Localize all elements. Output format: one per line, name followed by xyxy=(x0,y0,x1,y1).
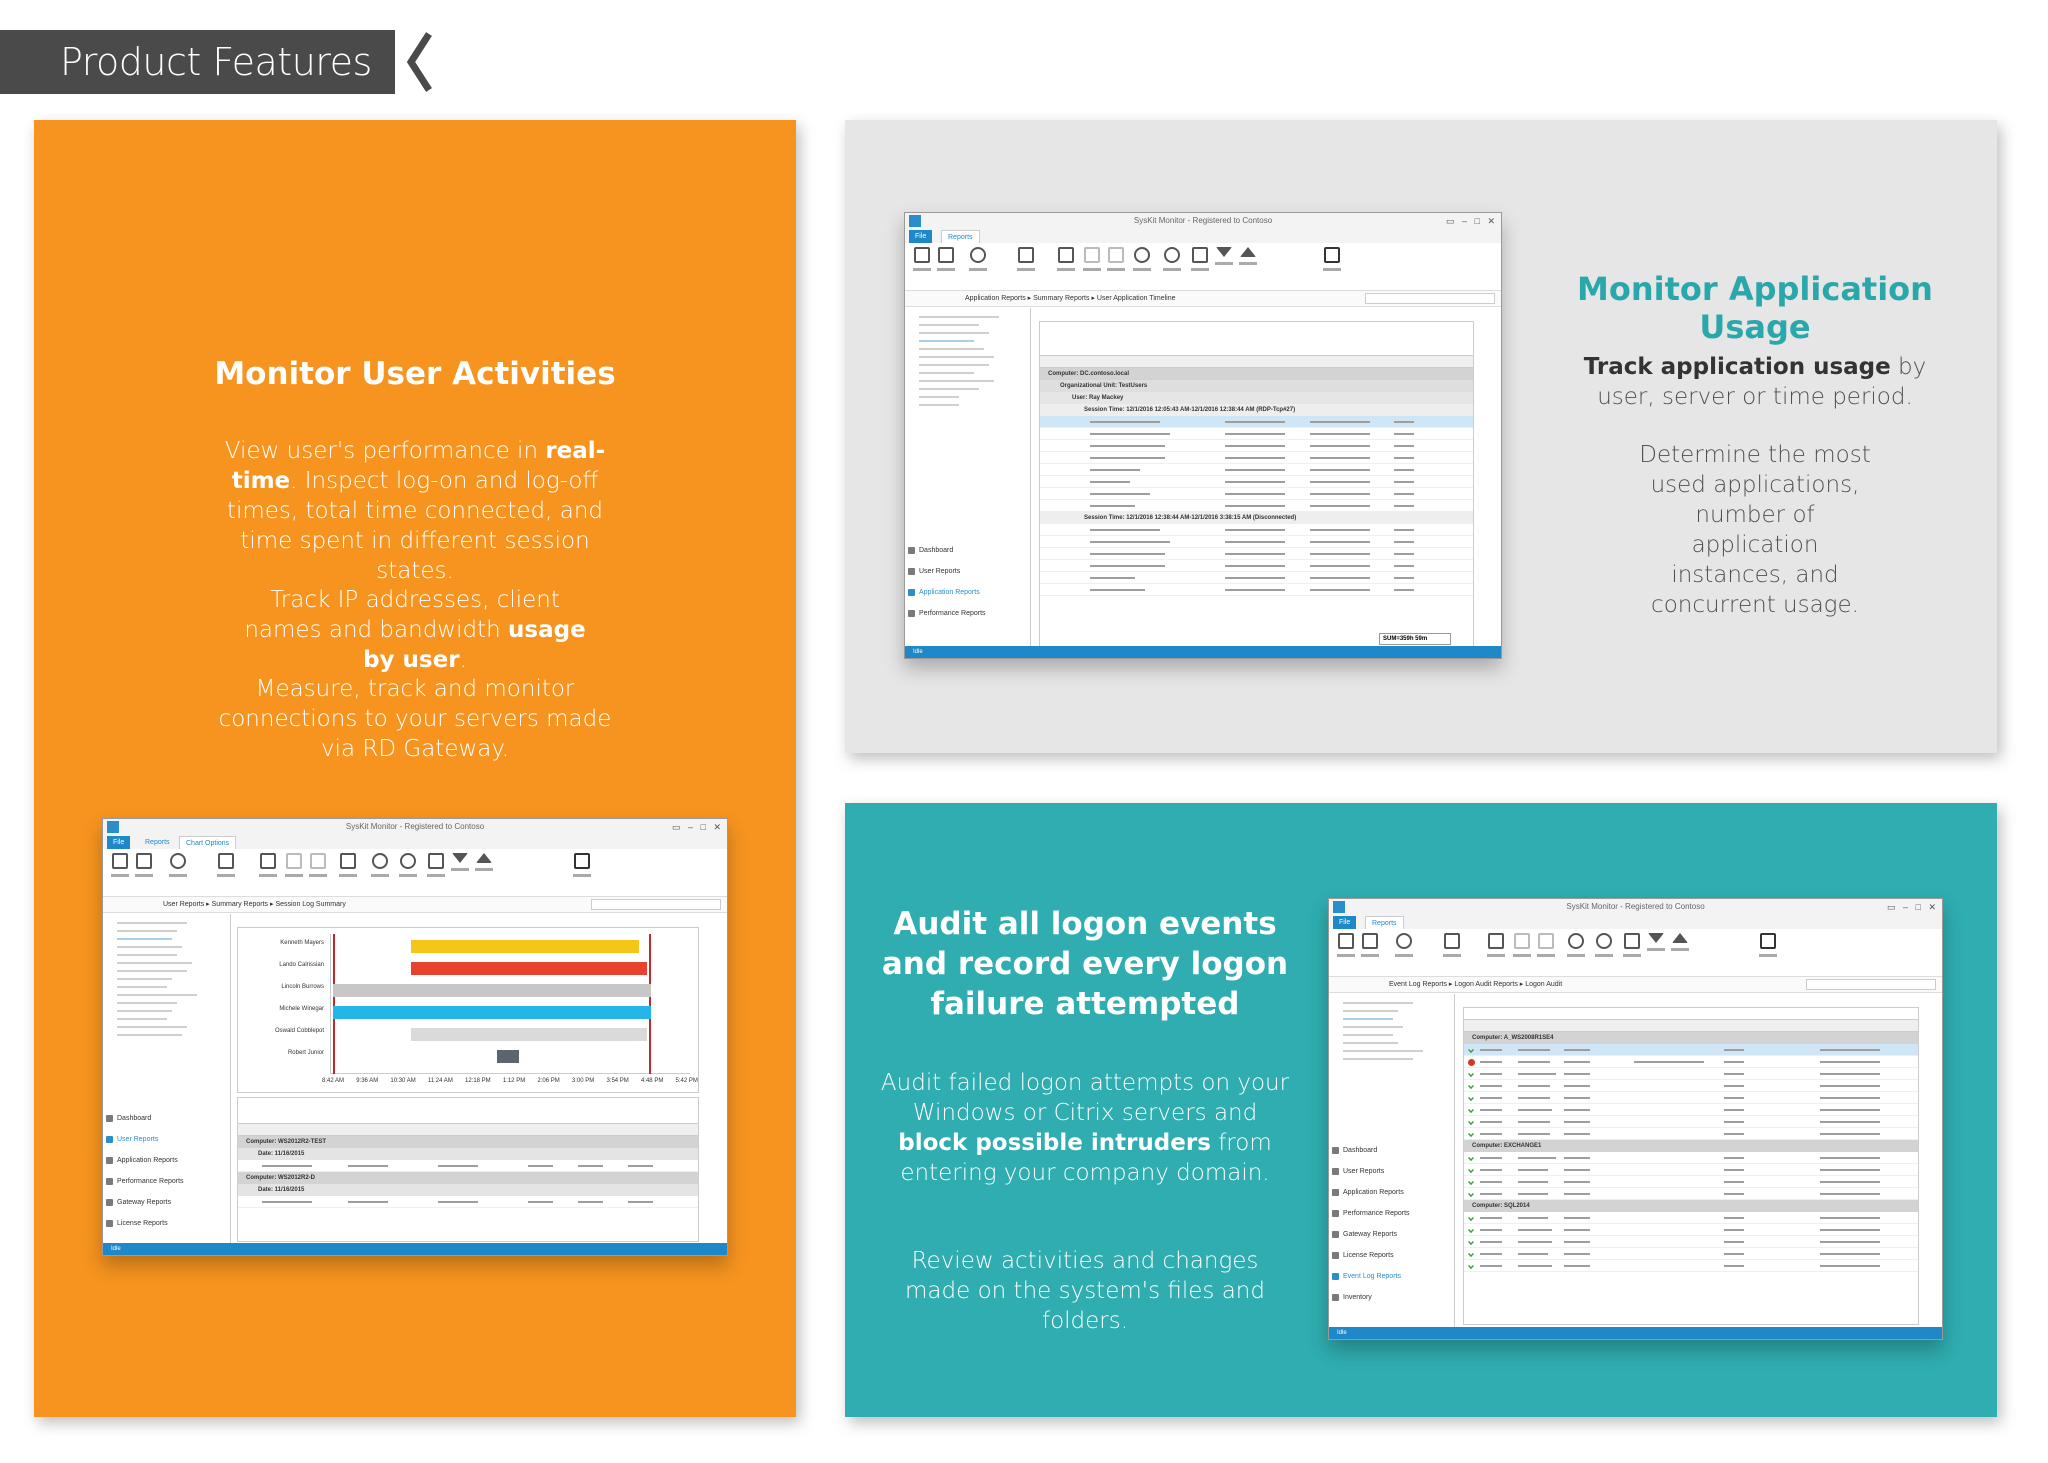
gantt-plot-area xyxy=(330,934,690,1074)
gantt-user-label: Oswald Cobblepot xyxy=(274,1028,324,1034)
search-input[interactable] xyxy=(1806,979,1936,990)
user-activities-paragraph-2: Track IP addresses, client names and bandwidth usage by user. xyxy=(244,587,586,673)
table-row[interactable] xyxy=(1464,1128,1918,1140)
nav-application-reports[interactable]: Application Reports xyxy=(103,1150,231,1171)
section-title: Product Features xyxy=(60,40,372,84)
ribbon-toolbar xyxy=(103,849,727,897)
gantt-user-label: Kenneth Mayers xyxy=(280,940,324,946)
user-activities-title: Monitor User Activities xyxy=(214,356,616,392)
table-row[interactable] xyxy=(1040,416,1473,428)
grid-group-row: Date: 11/16/2015 xyxy=(238,1184,698,1196)
collapse-icon[interactable] xyxy=(473,853,495,889)
save-as-view-icon[interactable] xyxy=(1485,933,1507,969)
grid-group-row: User: Ray Mackey xyxy=(1040,392,1473,404)
section-header xyxy=(0,30,410,94)
grid-group-row: Computer: WS2012R2-D xyxy=(238,1172,698,1184)
app-logo-icon xyxy=(909,215,921,227)
gantt-user-label: Lando Calrissian xyxy=(279,962,324,968)
tick-label: 8:42 AM xyxy=(322,1078,345,1084)
tab-file[interactable]: File xyxy=(909,230,932,243)
gantt-marker-line xyxy=(649,934,651,1074)
tab-file[interactable]: File xyxy=(107,836,130,849)
default-layout-icon[interactable] xyxy=(1189,247,1211,283)
report-tree xyxy=(905,308,1031,648)
status-text: Idle xyxy=(913,649,923,655)
refresh-icon[interactable] xyxy=(1131,247,1153,283)
grid-group-row: Computer: EXCHANGE1 xyxy=(1464,1140,1918,1152)
grid-group-row: Date: 11/16/2015 xyxy=(238,1148,698,1160)
table-row[interactable] xyxy=(1464,1080,1918,1092)
table-row[interactable] xyxy=(1464,1104,1918,1116)
gantt-bar[interactable] xyxy=(497,1050,519,1063)
default-layout-icon[interactable] xyxy=(425,853,447,889)
grid-group-row: Computer: A_WS2008R1SE4 xyxy=(1464,1032,1918,1044)
session-log-grid xyxy=(237,1097,699,1242)
window-title: SysKit Monitor - Registered to Contoso xyxy=(1566,902,1705,911)
logon-audit-title: Audit all logon events and record every logon failure attempted xyxy=(881,906,1289,1022)
grid-group-row: Computer: SQL2014 xyxy=(1464,1200,1918,1212)
add-to-dashboard-icon[interactable] xyxy=(397,853,419,889)
breadcrumb: Application Reports ▸ Summary Reports ▸ User Application Timeline xyxy=(905,291,1501,307)
nav-license-reports[interactable]: License Reports xyxy=(1329,1245,1455,1266)
table-row[interactable] xyxy=(1040,536,1473,548)
logon-audit-paragraph-1: Audit failed logon attempts on your Windows or Citrix servers and block possible intruders from entering your company domain. xyxy=(880,1070,1290,1186)
add-to-dashboard-icon[interactable] xyxy=(1593,933,1615,969)
refresh-icon[interactable] xyxy=(369,853,391,889)
chevron-left-icon xyxy=(395,30,443,94)
search-input[interactable] xyxy=(1365,293,1495,304)
logon-audit-screenshot xyxy=(1328,898,1943,1340)
table-row[interactable] xyxy=(1464,1164,1918,1176)
user-activities-paragraph-3: Measure, track and monitor connections to your servers made via RD Gateway. xyxy=(218,676,612,762)
delete-view-icon[interactable] xyxy=(1105,247,1127,283)
options-icon[interactable] xyxy=(1757,933,1779,969)
tab-chart-options[interactable]: Chart Options xyxy=(179,836,236,849)
breadcrumb: User Reports ▸ Summary Reports ▸ Session Log Summary xyxy=(103,897,727,913)
nav-dashboard[interactable]: Dashboard xyxy=(905,540,1031,561)
user-activities-paragraph-1: View user's performance in real-time. Inspect log-on and log-off times, total time connected, and time spent in different session states. xyxy=(224,438,606,584)
table-row[interactable] xyxy=(1040,560,1473,572)
grid-group-row: Computer: DC.contoso.local xyxy=(1040,368,1473,380)
grid-header xyxy=(1464,1020,1918,1032)
nav-gateway-reports[interactable]: Gateway Reports xyxy=(1329,1224,1455,1245)
table-row[interactable] xyxy=(1040,476,1473,488)
nav-dashboard[interactable]: Dashboard xyxy=(1329,1140,1455,1161)
table-row[interactable] xyxy=(1464,1212,1918,1224)
save-as-view-icon[interactable] xyxy=(257,853,279,889)
table-row[interactable] xyxy=(1464,1092,1918,1104)
app-usage-screenshot xyxy=(904,212,1502,659)
nav-application-reports[interactable]: Application Reports xyxy=(905,582,1031,603)
window-controls-icon[interactable]: ▭ – □ ✕ xyxy=(1887,902,1936,912)
tick-label: 3:54 PM xyxy=(606,1078,629,1084)
expand-icon[interactable] xyxy=(449,853,471,889)
table-row[interactable] xyxy=(1040,572,1473,584)
expand-icon[interactable] xyxy=(1645,933,1667,969)
table-row[interactable] xyxy=(1040,500,1473,512)
app-usage-title: Monitor Application Usage xyxy=(1577,270,1933,346)
table-row[interactable] xyxy=(1040,524,1473,536)
tick-label: 11:24 AM xyxy=(427,1078,453,1084)
table-row[interactable] xyxy=(1464,1236,1918,1248)
schedule-report-icon[interactable] xyxy=(1015,247,1037,283)
tick-label: 3:00 PM xyxy=(571,1078,595,1084)
table-row[interactable] xyxy=(1464,1260,1918,1272)
nav-gateway-reports[interactable]: Gateway Reports xyxy=(103,1192,231,1213)
table-row[interactable] xyxy=(1464,1044,1918,1056)
table-row[interactable] xyxy=(1040,488,1473,500)
table-row[interactable] xyxy=(1040,464,1473,476)
grid-session-row: Session Time: 12/1/2016 12:38:44 AM-12/1/2016 3:38:15 AM (Disconnected) xyxy=(1040,512,1473,524)
tab-file[interactable]: File xyxy=(1333,916,1356,929)
table-row[interactable] xyxy=(1040,440,1473,452)
save-icon[interactable] xyxy=(911,247,933,283)
save-icon[interactable] xyxy=(109,853,131,889)
nav-performance-reports[interactable]: Performance Reports xyxy=(103,1171,231,1192)
gantt-bar[interactable] xyxy=(411,940,639,953)
schedule-report-icon[interactable] xyxy=(1441,933,1463,969)
delete-view-icon[interactable] xyxy=(1535,933,1557,969)
table-row[interactable] xyxy=(1464,1056,1918,1068)
gantt-user-label: Robert Junior xyxy=(287,1050,324,1056)
tick-label: 1:12 PM xyxy=(502,1078,526,1084)
table-row[interactable] xyxy=(1040,428,1473,440)
save-icon[interactable] xyxy=(1335,933,1357,969)
gantt-user-label: Lincoln Burrows xyxy=(281,984,324,990)
report-tree xyxy=(103,914,231,1244)
user-activities-screenshot xyxy=(102,818,728,1256)
status-bar xyxy=(905,646,1501,658)
ribbon-toolbar xyxy=(905,243,1501,291)
table-row[interactable] xyxy=(1464,1068,1918,1080)
export-icon[interactable] xyxy=(935,247,957,283)
schedule-report-icon[interactable] xyxy=(215,853,237,889)
tick-label: 10:30 AM xyxy=(390,1078,416,1084)
search-input[interactable] xyxy=(591,899,721,910)
status-text: Idle xyxy=(1337,1330,1347,1336)
table-row[interactable] xyxy=(1464,1224,1918,1236)
window-controls-icon[interactable]: ▭ – □ ✕ xyxy=(1446,216,1495,226)
tab-reports[interactable]: Reports xyxy=(145,839,170,846)
window-title: SysKit Monitor - Registered to Contoso xyxy=(345,822,485,831)
report-tree xyxy=(1329,994,1455,1329)
nav-user-reports[interactable]: User Reports xyxy=(103,1129,231,1150)
app-usage-paragraph-2: Determine the most used applications, number of application instances, and concurrent usage. xyxy=(1639,442,1871,618)
nav-inventory[interactable]: Inventory xyxy=(1329,1287,1455,1308)
table-row[interactable] xyxy=(1040,584,1473,596)
nav-application-reports[interactable]: Application Reports xyxy=(1329,1182,1455,1203)
export-icon[interactable] xyxy=(1359,933,1381,969)
add-to-dashboard-icon[interactable] xyxy=(1161,247,1183,283)
table-row[interactable] xyxy=(1464,1176,1918,1188)
app-logo-icon xyxy=(1333,901,1345,913)
nav-event-log-reports[interactable]: Event Log Reports xyxy=(1329,1266,1455,1287)
gantt-user-label: Michele Winegar xyxy=(279,1006,324,1012)
grid-session-row: Session Time: 12/1/2016 12:05:43 AM-12/1/2016 12:38:44 AM (RDP-Tcp#27) xyxy=(1040,404,1473,416)
gantt-bar[interactable] xyxy=(333,984,651,997)
grid-header xyxy=(1040,356,1473,368)
drill-down-icon[interactable] xyxy=(337,853,359,889)
ribbon-toolbar xyxy=(1329,929,1942,977)
nav-user-reports[interactable]: User Reports xyxy=(1329,1161,1455,1182)
edit-view-icon[interactable] xyxy=(1511,933,1533,969)
nav-performance-reports[interactable]: Performance Reports xyxy=(1329,1203,1455,1224)
table-row[interactable] xyxy=(1464,1152,1918,1164)
edit-view-icon[interactable] xyxy=(1081,247,1103,283)
table-row[interactable] xyxy=(1464,1116,1918,1128)
expand-icon[interactable] xyxy=(1213,247,1235,283)
status-text: Idle xyxy=(111,1246,121,1252)
status-bar xyxy=(1329,1327,1942,1339)
app-logo-icon xyxy=(107,821,119,833)
tick-label: 12:18 PM xyxy=(464,1078,491,1084)
status-bar xyxy=(103,1243,727,1255)
gantt-bar[interactable] xyxy=(411,962,647,975)
refresh-icon[interactable] xyxy=(1565,933,1587,969)
window-controls-icon[interactable]: ▭ – □ ✕ xyxy=(672,822,721,832)
manage-subscriptions-icon[interactable] xyxy=(1393,933,1415,969)
app-usage-paragraph-1: Track application usage by user, server or time period. xyxy=(1583,354,1927,410)
options-icon[interactable] xyxy=(571,853,593,889)
table-row[interactable] xyxy=(1464,1248,1918,1260)
grid-header xyxy=(238,1124,698,1136)
tick-label: 9:36 AM xyxy=(356,1078,379,1084)
collapse-icon[interactable] xyxy=(1669,933,1691,969)
tick-label: 2:06 PM xyxy=(537,1078,560,1084)
gantt-bar[interactable] xyxy=(333,1006,651,1019)
table-row[interactable] xyxy=(238,1196,698,1208)
save-as-view-icon[interactable] xyxy=(1055,247,1077,283)
logon-audit-grid xyxy=(1463,1007,1919,1325)
session-gantt-chart xyxy=(237,927,699,1093)
tab-reports[interactable]: Reports xyxy=(1365,916,1404,929)
app-timeline-grid xyxy=(1039,321,1474,648)
logon-audit-paragraph-2: Review activities and changes made on the system's files and folders. xyxy=(905,1248,1265,1334)
table-row[interactable] xyxy=(238,1160,698,1172)
gantt-bar[interactable] xyxy=(411,1028,647,1041)
edit-view-icon[interactable] xyxy=(283,853,305,889)
breadcrumb: Event Log Reports ▸ Logon Audit Reports ▸ Logon Audit xyxy=(1329,977,1942,993)
nav-user-reports[interactable]: User Reports xyxy=(905,561,1031,582)
table-row[interactable] xyxy=(1464,1188,1918,1200)
nav-performance-reports[interactable]: Performance Reports xyxy=(905,603,1031,624)
gantt-time-axis xyxy=(322,1078,698,1084)
tick-label: 5:42 PM xyxy=(675,1078,698,1084)
window-title: SysKit Monitor - Registered to Contoso xyxy=(1133,216,1273,225)
grid-group-row: Organizational Unit: TestUsers xyxy=(1040,380,1473,392)
default-layout-icon[interactable] xyxy=(1621,933,1643,969)
sum-total: SUM=359h 59m xyxy=(1379,633,1451,645)
nav-license-reports[interactable]: License Reports xyxy=(103,1213,231,1234)
manage-subscriptions-icon[interactable] xyxy=(167,853,189,889)
manage-subscriptions-icon[interactable] xyxy=(967,247,989,283)
nav-dashboard[interactable]: Dashboard xyxy=(103,1108,231,1129)
table-row[interactable] xyxy=(1040,548,1473,560)
delete-view-icon[interactable] xyxy=(307,853,329,889)
collapse-icon[interactable] xyxy=(1237,247,1259,283)
table-row[interactable] xyxy=(1040,452,1473,464)
export-icon[interactable] xyxy=(133,853,155,889)
grid-group-row: Computer: WS2012R2-TEST xyxy=(238,1136,698,1148)
gantt-marker-line xyxy=(333,934,335,1074)
tick-label: 4:48 PM xyxy=(640,1078,664,1084)
tab-reports[interactable]: Reports xyxy=(941,230,980,243)
options-icon[interactable] xyxy=(1321,247,1343,283)
